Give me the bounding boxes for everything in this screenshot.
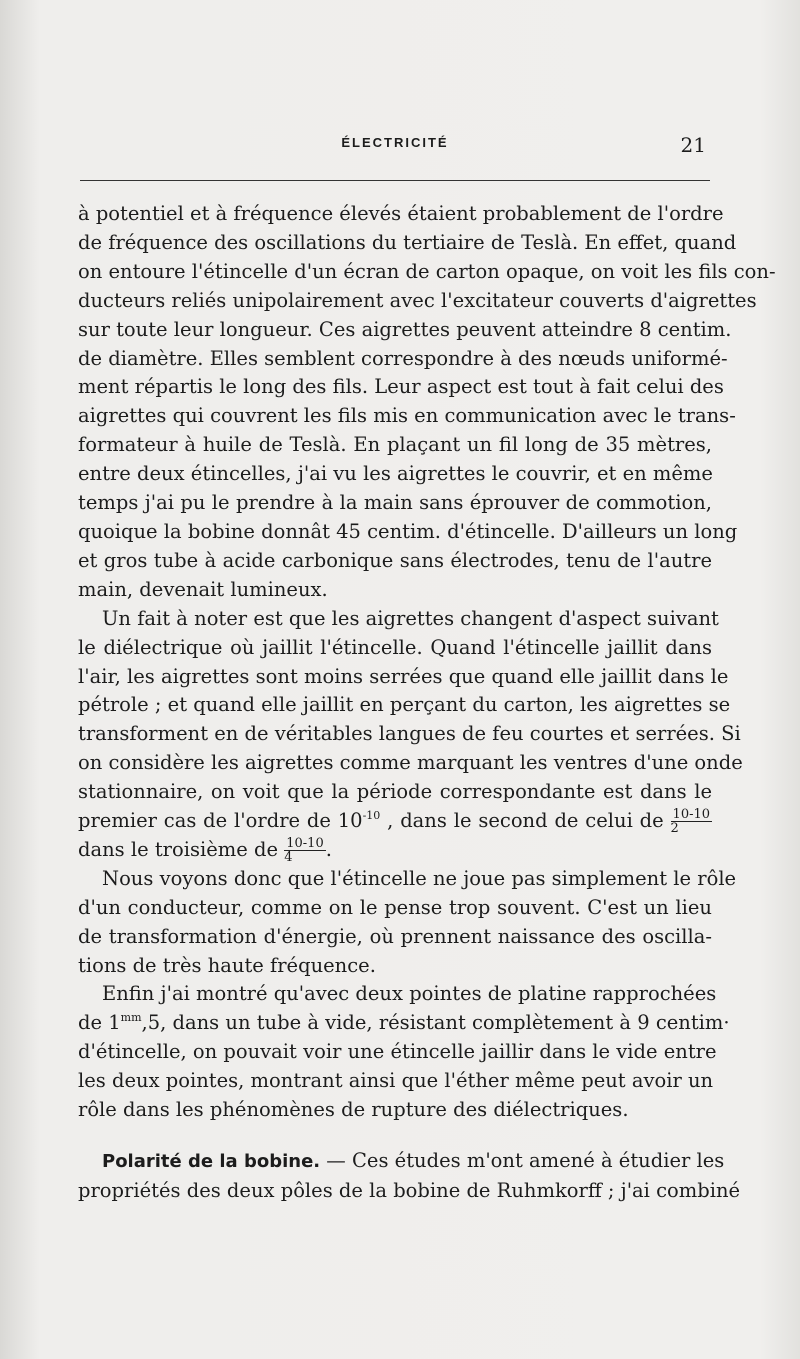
fraction-numerator: 10-10 <box>286 835 324 851</box>
page-header <box>78 135 712 165</box>
paragraph-3 <box>78 865 737 981</box>
text-line: tions de très haute fréquence. <box>78 953 376 977</box>
text-line: d'étincelle, on pouvait voir une étincelle jaillir dans le vide entre <box>78 1040 717 1064</box>
header-rule <box>80 180 710 181</box>
fraction-denominator: 4 <box>284 849 293 865</box>
text-fragment: . <box>325 837 332 861</box>
fraction-numerator: 10-10 <box>672 807 711 823</box>
page-number: 21 <box>680 133 706 157</box>
text-line: on entoure l'étincelle d'un écran de carton opaque, on voit les fils con- <box>78 259 776 283</box>
text-fragment: , dans le second de celui de <box>380 809 664 833</box>
exponent: -10 <box>362 809 381 823</box>
text-line-with-superscript <box>78 1009 730 1038</box>
text-line: à potentiel et à fréquence élevés étaient probablement de l'ordre <box>78 202 724 225</box>
text-line: rôle dans les phénomènes de rupture des diélectriques. <box>78 1098 629 1122</box>
section-gap <box>78 1125 712 1147</box>
text-line: Enfin j'ai montré qu'avec deux pointes de platine rapprochées <box>102 982 717 1006</box>
text-line: transforment en de véritables langues de feu courtes et serrées. Si <box>78 722 741 746</box>
text-line: stationnaire, on voit que la période correspondante est dans le <box>78 780 712 804</box>
fraction <box>671 808 712 835</box>
section-heading: Polarité de la bobine. <box>102 1151 321 1172</box>
paragraph-4 <box>78 980 730 1125</box>
text-line: Nous voyons donc que l'étincelle ne joue pas simplement le rôle <box>102 866 737 890</box>
text-line: et gros tube à acide carbonique sans électrodes, tenu de l'autre <box>78 548 712 572</box>
text-line-with-fraction <box>78 836 712 865</box>
text-line-with-heading <box>78 1147 725 1177</box>
text-line: Un fait à noter est que les aigrettes changent d'aspect suivant <box>102 606 719 630</box>
text-line: sur toute leur longueur. Ces aigrettes peuvent atteindre 8 centim. <box>78 317 732 341</box>
body-text <box>78 200 776 1206</box>
fraction-denominator: 2 <box>670 821 679 837</box>
text-fragment: de 1 <box>78 1011 121 1035</box>
text-line: entre deux étincelles, j'ai vu les aigrettes le couvrir, et en même <box>78 462 713 486</box>
text-line: quoique la bobine donnât 45 centim. d'étincelle. D'ailleurs un long <box>78 519 738 543</box>
text-line: l'air, les aigrettes sont moins serrées que quand elle jaillit dans le <box>78 664 729 688</box>
paragraph-1 <box>78 200 776 605</box>
text-line: ment répartis le long des fils. Leur aspect est tout à fait celui des <box>78 375 724 399</box>
text-line: pétrole ; et quand elle jaillit en perçant du carton, les aigrettes se <box>78 693 731 717</box>
text-line: propriétés des deux pôles de la bobine de Ruhmkorff ; j'ai combiné <box>78 1178 741 1202</box>
text-line: de diamètre. Elles semblent correspondre à des nœuds uniformé- <box>78 346 728 370</box>
text-line: on considère les aigrettes comme marquant les ventres d'une onde <box>78 751 743 775</box>
text-fragment: ,5, dans un tube à vide, résistant complètement à 9 centim· <box>141 1011 730 1035</box>
text-line: aigrettes qui couvrent les fils mis en communication avec le trans- <box>78 404 736 428</box>
text-line: de fréquence des oscillations du tertiaire de Teslà. En effet, quand <box>78 230 737 254</box>
paragraph-2 <box>78 605 743 865</box>
text-line: ducteurs reliés unipolairement avec l'excitateur couverts d'aigrettes <box>78 288 757 312</box>
section-paragraph <box>78 1147 741 1206</box>
text-line: les deux pointes, montrant ainsi que l'éther même peut avoir un <box>78 1069 714 1093</box>
text-fragment: premier cas de l'ordre de 10 <box>78 809 363 833</box>
text-fragment: — Ces études m'ont amené à étudier les <box>320 1149 725 1172</box>
text-line: d'un conducteur, comme on le pense trop souvent. C'est un lieu <box>78 895 712 919</box>
superscript-unit: mm <box>120 1011 142 1025</box>
text-line: de transformation d'énergie, où prennent naissance des oscilla- <box>78 924 712 948</box>
text-line: main, devenait lumineux. <box>78 577 328 601</box>
text-line: le diélectrique où jaillit l'étincelle. Quand l'étincelle jaillit dans <box>78 635 712 659</box>
text-line: temps j'ai pu le prendre à la main sans éprouver de commotion, <box>78 491 712 515</box>
text-line-with-fraction <box>78 807 712 836</box>
fraction <box>284 837 325 864</box>
text-fragment: dans le troisième de <box>78 837 279 861</box>
running-head: ÉLECTRICITÉ <box>341 135 449 150</box>
text-line: formateur à huile de Teslà. En plaçant un fil long de 35 mètres, <box>78 433 712 457</box>
